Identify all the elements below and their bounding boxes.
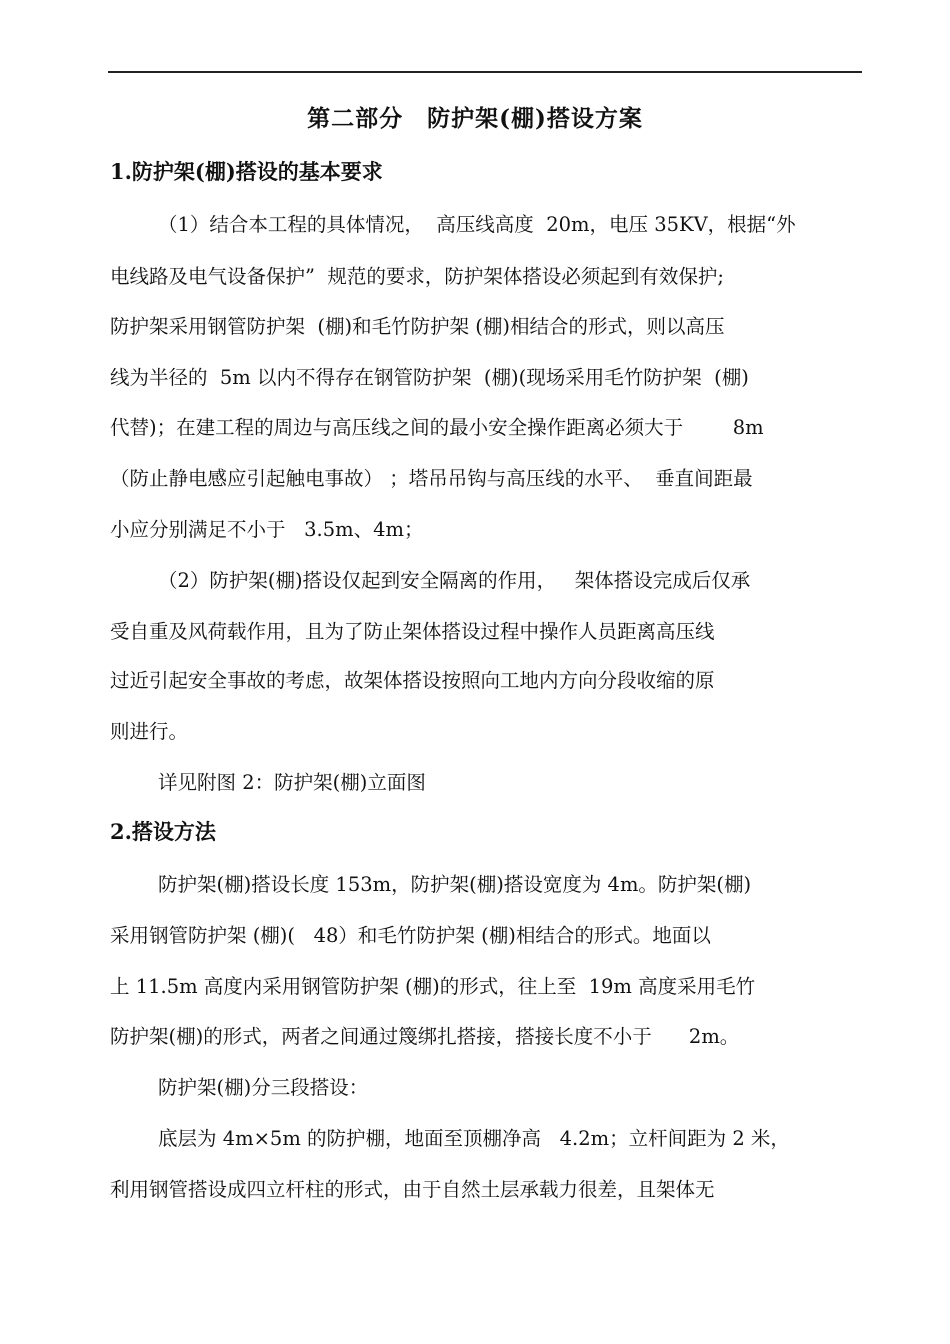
paragraph-line: 防护架(棚)的形式，两者之间通过篾绑扎搭接，搭接长度不小于 2m。 [110, 1025, 740, 1048]
paragraph-line: 利用钢管搭设成四立杆柱的形式，由于自然土层承载力很差，且架体无 [110, 1178, 715, 1201]
paragraph-line: 底层为 4m×5m 的防护棚，地面至顶棚净高 4.2m；立杆间距为 2 米， [158, 1127, 790, 1150]
paragraph-line: 防护架采用钢管防护架 (棚)和毛竹防护架 (棚)相结合的形式，则以高压 [110, 315, 725, 338]
paragraph-line: 代替)；在建工程的周边与高压线之间的最小安全操作距离必须大于 8m [110, 416, 764, 439]
paragraph-line: 采用钢管防护架 (棚)( 48）和毛竹防护架 (棚)相结合的形式。地面以 [110, 924, 711, 947]
paragraph-line: 防护架(棚)搭设长度 153m，防护架(棚)搭设宽度为 4m。防护架(棚) [158, 873, 752, 896]
paragraph-line: 线为半径的 5m 以内不得存在钢管防护架 (棚)(现场采用毛竹防护架 (棚) [110, 366, 749, 389]
paragraph-line: 受自重及风荷载作用，且为了防止架体搭设过程中操作人员距离高压线 [110, 620, 715, 643]
paragraph-line: 防护架(棚)分三段搭设： [158, 1076, 369, 1099]
paragraph-line: （2）防护架(棚)搭设仅起到安全隔离的作用， 架体搭设完成后仅承 [158, 569, 751, 592]
section-heading-2: 2.搭设方法 [110, 819, 216, 844]
page-title: 第二部分 防护架(棚)搭设方案 [307, 105, 643, 132]
paragraph-line: 上 11.5m 高度内采用钢管防护架 (棚)的形式，往上至 19m 高度采用毛竹 [110, 975, 756, 998]
paragraph-line: 则进行。 [110, 720, 189, 743]
paragraph-line: （防止静电感应引起触电事故） ；塔吊吊钩与高压线的水平、 垂直间距最 [110, 467, 753, 490]
paragraph-line: 小应分别满足不小于 3.5m、4m； [110, 518, 424, 541]
section-heading-1: 1.防护架(棚)搭设的基本要求 [110, 159, 383, 184]
paragraph-line: （1）结合本工程的具体情况， 高压线高度 20m，电压 35KV，根据“外 [158, 213, 796, 236]
figure-reference: 详见附图 2：防护架(棚)立面图 [158, 771, 426, 794]
paragraph-line: 过近引起安全事故的考虑，故架体搭设按照向工地内方向分段收缩的原 [110, 669, 715, 692]
paragraph-line: 电线路及电气设备保护” 规范的要求，防护架体搭设必须起到有效保护; [110, 265, 724, 288]
header-rule [108, 71, 862, 73]
